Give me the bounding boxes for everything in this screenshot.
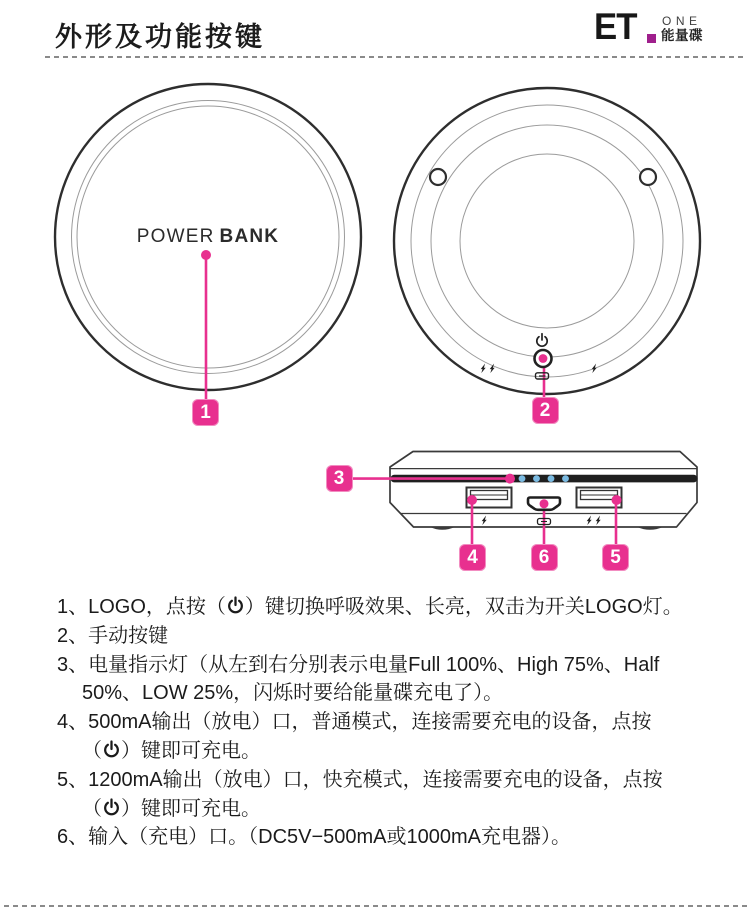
led-dot-low — [562, 475, 569, 482]
power-icon — [102, 798, 121, 817]
bottom-dashed-divider — [4, 905, 748, 907]
logo-sub-top: ONE — [662, 14, 702, 28]
instruction-item-6: 6、输入（充电）口。（DC5V−500mA或1000mA充电器）。 — [57, 826, 572, 849]
back-outer-edge — [394, 88, 700, 394]
callout-dot-3 — [505, 474, 515, 484]
logo-brand-text: ET — [594, 6, 637, 47]
instructions-list — [57, 593, 750, 852]
callout-badge-1: 1 — [192, 399, 219, 426]
instruction-item-5: 5、1200mA输出（放电）口，快充模式，连接需要充电的设备，点按 （ ）键即可充电。 — [57, 768, 663, 820]
side-view-diagram — [352, 452, 698, 548]
instruction-item-2: 2、手动按键 — [57, 624, 169, 647]
callout-badge-3: 3 — [326, 465, 353, 492]
callout-badge-6: 6 — [531, 544, 558, 571]
instruction-item-4: 4、500mA输出（放电）口，普通模式，连接需要充电的设备，点按 （ ）键即可充电。 — [57, 711, 652, 762]
instruction-item-3: 3、电量指示灯（从左到右分别表示电量Full 100%、High 75%、Half 50%、LOW 25%，闪烁时要给能量碟充电了）。 — [57, 653, 660, 705]
logo-sub-bottom: 能量碟 — [661, 28, 703, 43]
led-dot-full — [519, 475, 526, 482]
callout-dot-2 — [539, 354, 548, 363]
foot-right — [637, 527, 663, 530]
callout-dot-5 — [612, 495, 622, 505]
led-dot-high — [533, 475, 540, 482]
back-view-diagram — [394, 88, 700, 400]
callout-badge-4: 4 — [459, 544, 486, 571]
led-dot-half — [548, 475, 555, 482]
instruction-item-1: 1、LOGO，点按（ ）键切换呼吸效果、长亮，双击为开关LOGO灯。 — [57, 596, 683, 618]
power-icon — [102, 740, 121, 759]
print-label-bold: BANK — [219, 226, 280, 247]
screw-hole-right — [640, 169, 656, 185]
foot-left — [430, 527, 455, 530]
print-label — [108, 226, 308, 248]
callout-badge-2: 2 — [532, 397, 559, 424]
callout-badge-5: 5 — [602, 544, 629, 571]
print-label-regular: POWER — [136, 226, 215, 247]
screw-hole-left — [430, 169, 446, 185]
callout-dot-6 — [540, 499, 549, 508]
power-icon — [226, 596, 245, 615]
page-title: 外形及功能按键 — [55, 22, 265, 52]
callout-dot-1 — [201, 250, 211, 260]
callout-dot-4 — [467, 495, 477, 505]
